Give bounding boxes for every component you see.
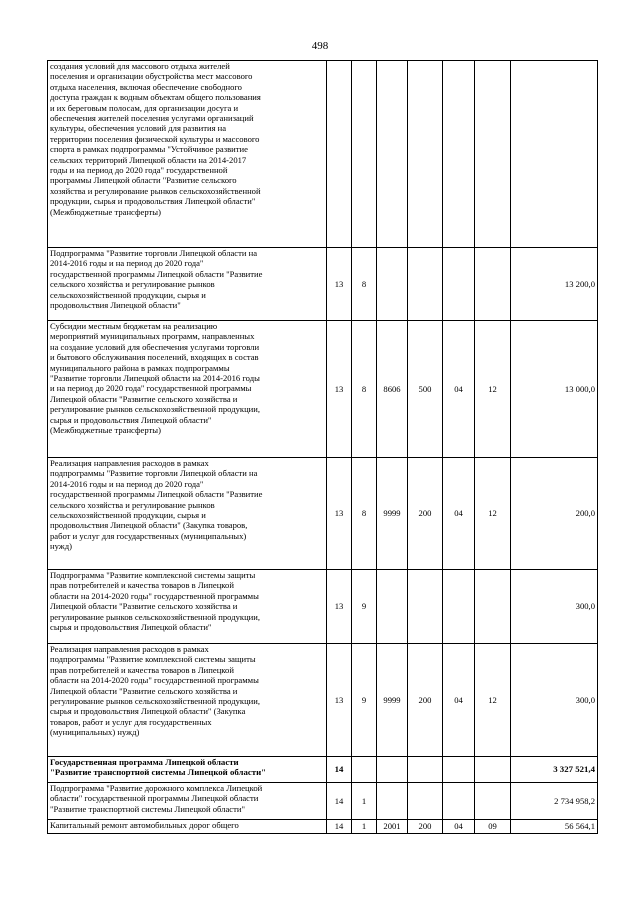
table-row <box>48 61 598 248</box>
code-expense-type <box>408 248 443 321</box>
code-expense-type: 200 <box>408 644 443 757</box>
code-subsection: 09 <box>475 820 511 834</box>
code-expense-type <box>408 570 443 644</box>
code-expense-type <box>408 783 443 820</box>
amount: 2 734 958,2 <box>511 783 598 820</box>
expense-name: Субсидии местным бюджетам на реализацию мероприятий муниципальных программ, направленных на создание условий для обеспечения услугами торговли и бытового обслуживания поселений, входящих в состав муниципального района в рамках подпрограммы "Развитие торговли Липецкой области на 2014-2016 годы и на период до 2020 года" государственной программы Липецкой области "Развитие сельского хозяйства и регулирование рынков сельскохозяйственной продукции, сырья и продовольствия Липецкой области" (Межбюджетные трансферты) <box>48 321 327 458</box>
code-program: 13 <box>327 248 352 321</box>
amount: 300,0 <box>511 644 598 757</box>
code-section <box>443 248 475 321</box>
code-subprogram: 9 <box>352 570 377 644</box>
amount: 300,0 <box>511 570 598 644</box>
code-direction: 8606 <box>377 321 408 458</box>
code-subprogram: 9 <box>352 644 377 757</box>
table-row <box>48 570 598 644</box>
code-subprogram: 8 <box>352 458 377 570</box>
code-subsection: 12 <box>475 458 511 570</box>
code-program: 14 <box>327 820 352 834</box>
code-subsection <box>475 248 511 321</box>
amount: 3 327 521,4 <box>511 757 598 783</box>
code-section <box>443 61 475 248</box>
code-expense-type: 200 <box>408 820 443 834</box>
code-direction <box>377 248 408 321</box>
code-expense-type: 200 <box>408 458 443 570</box>
code-program: 14 <box>327 783 352 820</box>
expense-name: Подпрограмма "Развитие торговли Липецкой области на 2014-2016 годы и на период до 2020 года" государственной программы Липецкой области "Развитие сельского хозяйства и регулирование рынков сельскохозяйственной продукции, сырья и продовольствия Липецкой области" <box>48 248 327 321</box>
amount: 13 000,0 <box>511 321 598 458</box>
code-direction <box>377 783 408 820</box>
code-program: 13 <box>327 644 352 757</box>
code-direction: 2001 <box>377 820 408 834</box>
page-number: 498 <box>311 40 329 52</box>
amount: 13 200,0 <box>511 248 598 321</box>
code-subsection <box>475 570 511 644</box>
code-subsection <box>475 757 511 783</box>
table-row <box>48 820 598 834</box>
code-subprogram <box>352 61 377 248</box>
code-subprogram: 1 <box>352 783 377 820</box>
table-row <box>48 783 598 820</box>
code-expense-type <box>408 61 443 248</box>
budget-table <box>47 60 598 834</box>
code-section <box>443 757 475 783</box>
expense-name: создания условий для массового отдыха жителей поселения и организации обустройства мест массового отдыха населения, включая обеспечение свободного доступа граждан к водным объектам общего пользования и их береговым полосам, для организации досуга и обеспечения жителей поселения услугами организаций культуры, обеспечения условий для развития на территории поселения физической культуры и массового спорта в рамках подпрограммы "Устойчивое развитие сельских территорий Липецкой области на 2014-2017 годы и на период до 2020 года" государственной программы Липецкой области "Развитие сельского хозяйства и регулирование рынков сельскохозяйственной продукции, сырья и продовольствия Липецкой области" (Межбюджетные трансферты) <box>48 61 327 248</box>
code-subprogram: 1 <box>352 820 377 834</box>
table-row <box>48 757 598 783</box>
code-program: 14 <box>327 757 352 783</box>
code-direction <box>377 570 408 644</box>
table-row <box>48 458 598 570</box>
code-expense-type <box>408 757 443 783</box>
amount: 56 564,1 <box>511 820 598 834</box>
code-section: 04 <box>443 820 475 834</box>
code-subsection: 12 <box>475 644 511 757</box>
code-section: 04 <box>443 458 475 570</box>
code-program: 13 <box>327 321 352 458</box>
table-row <box>48 321 598 458</box>
code-section <box>443 783 475 820</box>
code-direction <box>377 61 408 248</box>
table-row <box>48 644 598 757</box>
expense-name: Реализация направления расходов в рамках подпрограммы "Развитие комплексной системы защиты прав потребителей и качества товаров в Липецкой области на 2014-2020 годы" государственной программы Липецкой области "Развитие сельского хозяйства и регулирование рынков сельскохозяйственной продукции, сырья и продовольствия Липецкой области" (Закупка товаров, работ и услуг для государственных (муниципальных) нужд) <box>48 644 327 757</box>
code-subprogram: 8 <box>352 248 377 321</box>
code-subprogram: 8 <box>352 321 377 458</box>
code-direction <box>377 757 408 783</box>
code-section: 04 <box>443 321 475 458</box>
amount <box>511 61 598 248</box>
table-row <box>48 248 598 321</box>
code-program <box>327 61 352 248</box>
code-section <box>443 570 475 644</box>
code-direction: 9999 <box>377 644 408 757</box>
amount: 200,0 <box>511 458 598 570</box>
code-program: 13 <box>327 458 352 570</box>
code-subsection: 12 <box>475 321 511 458</box>
code-direction: 9999 <box>377 458 408 570</box>
expense-name: Подпрограмма "Развитие комплексной системы защиты прав потребителей и качества товаров в Липецкой области на 2014-2020 годы" государственной программы Липецкой области "Развитие сельского хозяйства и регулирование рынков сельскохозяйственной продукции, сырья и продовольствия Липецкой области" <box>48 570 327 644</box>
code-subprogram <box>352 757 377 783</box>
expense-name: Реализация направления расходов в рамках подпрограммы "Развитие торговли Липецкой области на 2014-2016 годы и на период до 2020 года" государственной программы Липецкой области "Развитие сельского хозяйства и регулирование рынков сельскохозяйственной продукции, сырья и продовольствия Липецкой области" (Закупка товаров, работ и услуг для государственных (муниципальных) нужд) <box>48 458 327 570</box>
expense-name: Капитальный ремонт автомобильных дорог общего <box>48 820 327 834</box>
code-subsection <box>475 783 511 820</box>
code-program: 13 <box>327 570 352 644</box>
code-expense-type: 500 <box>408 321 443 458</box>
expense-name: Государственная программа Липецкой области "Развитие транспортной системы Липецкой области" <box>48 757 327 783</box>
code-subsection <box>475 61 511 248</box>
expense-name: Подпрограмма "Развитие дорожного комплекса Липецкой области" государственной программы Липецкой области "Развитие транспортной системы Липецкой области" <box>48 783 327 820</box>
code-section: 04 <box>443 644 475 757</box>
